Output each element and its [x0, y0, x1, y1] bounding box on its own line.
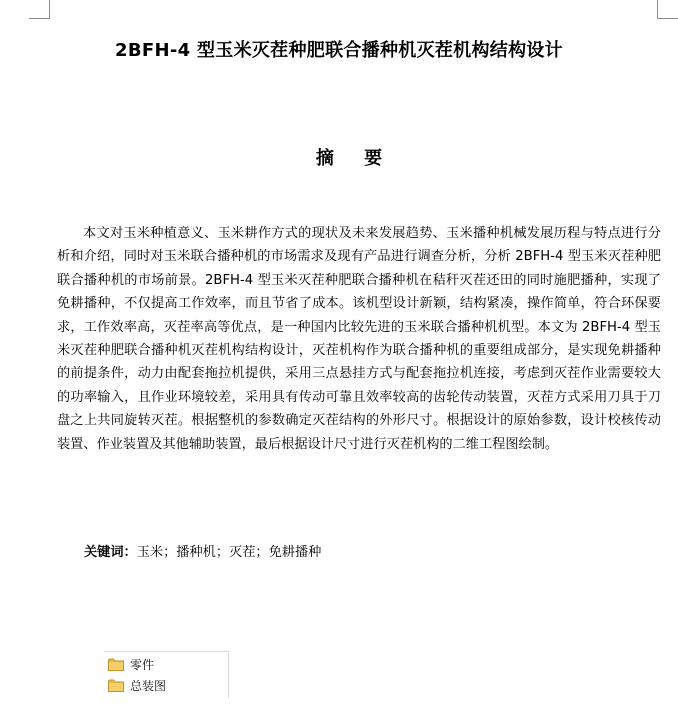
document-title: 2BFH-4 型玉米灭茬种肥联合播种机灭茬机构结构设计	[115, 40, 563, 61]
page-corner-mark-top-left	[29, 0, 50, 19]
page-corner-mark-top-right	[657, 0, 678, 19]
file-list-item-assembly-folder[interactable]	[108, 675, 226, 695]
folder-icon	[108, 658, 124, 671]
folder-icon	[108, 679, 124, 692]
keywords-line	[84, 541, 321, 564]
keywords-label: 关键词：	[84, 545, 137, 560]
abstract-paragraph: 本文对玉米种植意义、玉米耕作方式的现状及未来发展趋势、玉米播种机械发展历程与特点进行分析和介绍，同时对玉米联合播种机的市场需求及现有产品进行调查分析，分析 2BFH-4 型玉米灭茬种肥联合播种机的市场前景。2BFH-4 型玉米灭茬种肥联合播种机在秸秆灭茬还田的同时施肥播种，实现了免耕播种，不仅提高工作效率，而且节省了成本。该机型设计新颖，结构紧凑，操作简单，符合环保要求，工作效率高，灭茬率高等优点，是一种国内比较先进的玉米联合播种机机型。本文为 2BFH-4 型玉米灭茬种肥联合播种机灭茬机构结构设计，灭茬机构作为联合播种机的重要组成部分，是实现免耕播种的前提条件，动力由配套拖拉机提供，采用三点悬挂方式与配套拖拉机连接，考虑到灭茬作业需要较大的功率输入，且作业环境较差，采用具有传动可靠且效率较高的齿轮传动装置，灭茬方式采用刀具于刀盘之上共同旋转灭茬。根据整机的参数确定灭茬结构的外形尺寸。根据设计的原始参数，设计校核传动装置、作业装置及其他辅助装置，最后根据设计尺寸进行灭茬机构的二维工程图绘制。	[57, 226, 661, 452]
file-list-item-label: 总装图	[130, 678, 167, 693]
file-list-item-parts-folder[interactable]	[108, 654, 226, 674]
keywords-value: 玉米；播种机；灭茬；免耕播种	[136, 545, 322, 560]
file-list-panel	[104, 651, 229, 698]
file-list-item-label: 零件	[130, 657, 155, 672]
abstract-heading: 摘 要	[315, 148, 395, 169]
